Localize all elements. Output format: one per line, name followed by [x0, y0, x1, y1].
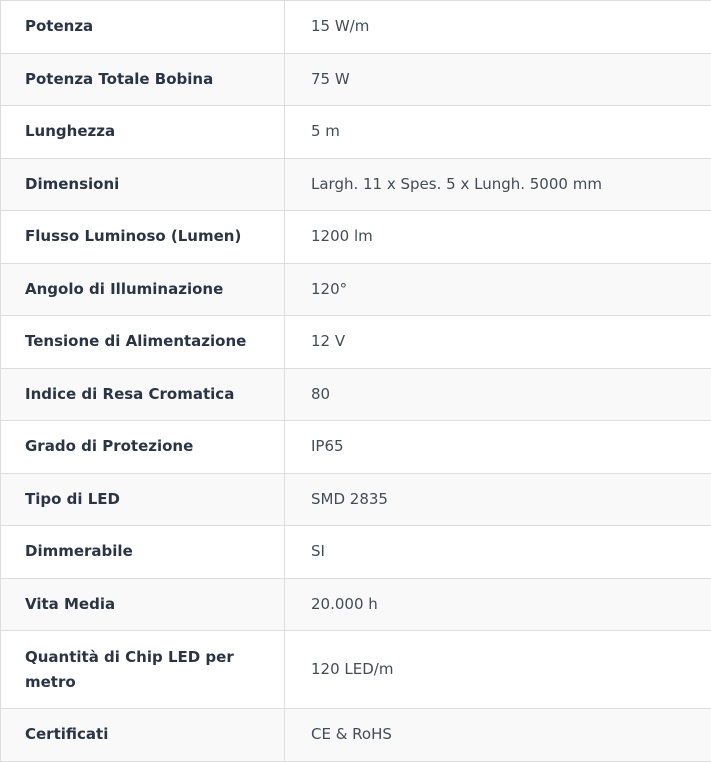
spec-row-certificati: [1, 709, 711, 762]
spec-value: CE & RoHS: [285, 709, 711, 762]
spec-row-indice-di-resa-cromatica: [1, 368, 711, 421]
spec-value: 1200 lm: [285, 211, 711, 264]
spec-value: 75 W: [285, 53, 711, 106]
spec-row-vita-media: [1, 578, 711, 631]
spec-row-angolo-di-illuminazione: [1, 263, 711, 316]
spec-label: Potenza Totale Bobina: [1, 53, 285, 106]
spec-label: Tensione di Alimentazione: [1, 316, 285, 369]
spec-value: 20.000 h: [285, 578, 711, 631]
spec-label: Vita Media: [1, 578, 285, 631]
spec-label: Flusso Luminoso (Lumen): [1, 211, 285, 264]
spec-row-dimmerabile: [1, 526, 711, 579]
spec-value: Largh. 11 x Spes. 5 x Lungh. 5000 mm: [285, 158, 711, 211]
spec-label: Dimensioni: [1, 158, 285, 211]
spec-label: Potenza: [1, 1, 285, 54]
spec-value: SMD 2835: [285, 473, 711, 526]
spec-row-tensione-di-alimentazione: [1, 316, 711, 369]
spec-value: 15 W/m: [285, 1, 711, 54]
spec-value: 12 V: [285, 316, 711, 369]
spec-row-grado-di-protezione: [1, 421, 711, 474]
spec-label: Tipo di LED: [1, 473, 285, 526]
spec-label: Dimmerabile: [1, 526, 285, 579]
spec-label: Certificati: [1, 709, 285, 762]
spec-row-potenza: [1, 1, 711, 54]
spec-label: Quantità di Chip LED per metro: [1, 631, 285, 709]
spec-value: 80: [285, 368, 711, 421]
spec-row-potenza-totale-bobina: [1, 53, 711, 106]
spec-row-tipo-di-led: [1, 473, 711, 526]
spec-row-flusso-luminoso: [1, 211, 711, 264]
spec-value: 5 m: [285, 106, 711, 159]
spec-value: 120 LED/m: [285, 631, 711, 709]
spec-row-dimensioni: [1, 158, 711, 211]
spec-row-lunghezza: [1, 106, 711, 159]
spec-value: IP65: [285, 421, 711, 474]
spec-label: Grado di Protezione: [1, 421, 285, 474]
spec-row-quantita-di-chip-led: [1, 631, 711, 709]
spec-label: Lunghezza: [1, 106, 285, 159]
spec-table-body: [1, 1, 711, 762]
spec-label: Indice di Resa Cromatica: [1, 368, 285, 421]
spec-value: 120°: [285, 263, 711, 316]
spec-label: Angolo di Illuminazione: [1, 263, 285, 316]
spec-value: SI: [285, 526, 711, 579]
